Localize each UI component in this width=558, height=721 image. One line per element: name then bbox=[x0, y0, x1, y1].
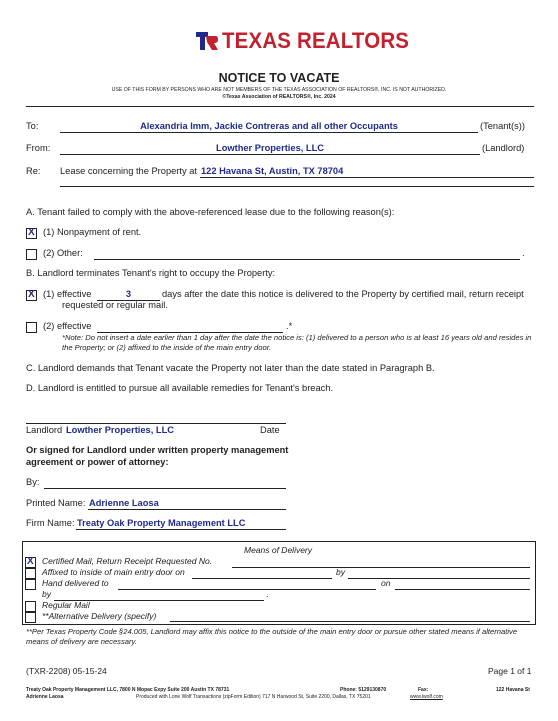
property-value: 122 Havana St, Austin, TX 78704 bbox=[201, 166, 344, 176]
by-field[interactable] bbox=[44, 477, 286, 489]
hand-delivered-checkbox[interactable] bbox=[25, 579, 36, 590]
footer-phone: Phone: 5129130870 bbox=[340, 687, 387, 693]
texas-realtors-logo-icon bbox=[196, 30, 218, 52]
certified-mail-label: Certified Mail, Return Receipt Requested No. bbox=[42, 556, 213, 566]
footer-fax: Fax: bbox=[418, 687, 429, 693]
brand-name: TEXAS REALTORS bbox=[222, 28, 410, 53]
other-reason-label: (2) Other: bbox=[43, 248, 83, 258]
footer-produced: Produced with Lone Wolf Transactions (zipForm Edition) 717 N Harwood St, Suite 2200, Dallas, TX 75201 bbox=[136, 694, 371, 700]
printed-name-label: Printed Name: bbox=[26, 498, 86, 508]
delivery-footnote: **Per Texas Property Code §24.005, Landlord may affix this notice to the outside of the main entry door or pursue other stated means if alternative means of delivery are necessary. bbox=[26, 627, 518, 646]
firm-name-label: Firm Name: bbox=[26, 518, 75, 528]
date-label: Date bbox=[260, 425, 280, 435]
hand-by-label: by bbox=[42, 589, 51, 599]
re-label: Re: bbox=[26, 166, 41, 176]
delivery-title: Means of Delivery bbox=[243, 545, 313, 555]
to-suffix: (Tenant(s)) bbox=[480, 121, 525, 131]
section-a-text: A. Tenant failed to comply with the above-referenced lease due to the following reason(s): bbox=[26, 207, 395, 217]
regular-mail-label: Regular Mail bbox=[42, 600, 90, 610]
from-value: Lowther Properties, LLC bbox=[216, 143, 324, 153]
header-divider bbox=[26, 106, 534, 107]
footer-site-link[interactable]: www.lwolf.com bbox=[410, 694, 443, 700]
hand-by-period: . bbox=[266, 589, 269, 599]
hand-on-label: on bbox=[381, 578, 391, 588]
page-number: Page 1 of 1 bbox=[488, 666, 532, 676]
re-text: Lease concerning the Property at bbox=[60, 166, 197, 176]
printed-name-value: Adrienne Laosa bbox=[89, 498, 159, 508]
footer-agent: Adrienne Laosa bbox=[26, 694, 64, 700]
to-label: To: bbox=[26, 121, 39, 131]
firm-name-value: Treaty Oak Property Management LLC bbox=[77, 518, 246, 528]
hand-delivered-label: Hand delivered to bbox=[42, 578, 109, 588]
effective-date-checkbox[interactable] bbox=[26, 322, 37, 333]
effective-date-field[interactable] bbox=[97, 321, 283, 333]
hand-on-field[interactable] bbox=[395, 578, 530, 590]
section-d-text: D. Landlord is entitled to pursue all available remedies for Tenant's breach. bbox=[26, 383, 334, 393]
effective-days-value: 3 bbox=[125, 289, 132, 299]
or-signed-text: Or signed for Landlord under written property management agreement or power of attorney: bbox=[26, 445, 289, 467]
alternative-delivery-field[interactable] bbox=[170, 611, 530, 622]
page-title: NOTICE TO VACATE bbox=[218, 71, 340, 85]
from-suffix: (Landlord) bbox=[482, 143, 525, 153]
affixed-label: Affixed to inside of main entry door on bbox=[42, 567, 185, 577]
effective-date-prefix: (2) effective bbox=[43, 321, 92, 331]
certified-mail-checkbox[interactable] bbox=[25, 557, 36, 568]
effective-days-prefix: (1) effective bbox=[43, 289, 92, 299]
affixed-checkbox[interactable] bbox=[25, 568, 36, 579]
alternative-delivery-checkbox[interactable] bbox=[25, 612, 36, 623]
other-reason-checkbox[interactable] bbox=[26, 249, 37, 260]
other-reason-period: . bbox=[522, 248, 525, 258]
to-value: Alexandria Imm, Jackie Contreras and all other Occupants bbox=[140, 121, 398, 131]
alternative-delivery-label: **Alternative Delivery (specify) bbox=[42, 611, 157, 621]
effective-days-suffix: days after the date this notice is delivered to the Property by certified mail, return receipt bbox=[162, 289, 524, 299]
effective-days-checkbox[interactable] bbox=[26, 290, 37, 301]
effective-date-star: .* bbox=[286, 321, 293, 331]
property-field-line2[interactable] bbox=[60, 177, 534, 187]
nonpayment-label: (1) Nonpayment of rent. bbox=[43, 227, 142, 237]
nonpayment-checkbox[interactable] bbox=[26, 228, 37, 239]
effective-date-note: *Note: Do not insert a date earlier than 1 day after the date the notice is: (1) delivered to a person who is at least 16 years old and resides in the Property; or (2) affixed to the inside of the main entry door. bbox=[62, 333, 532, 352]
other-reason-field[interactable] bbox=[94, 248, 520, 260]
landlord-label: Landlord bbox=[26, 425, 63, 435]
copyright: ©Texas Association of REALTORS®, Inc. 2024 bbox=[222, 94, 336, 100]
disclaimer: USE OF THIS FORM BY PERSONS WHO ARE NOT MEMBERS OF THE TEXAS ASSOCIATION OF REALTORS®, INC. IS NOT AUTHORIZED. bbox=[111, 87, 447, 93]
regular-mail-checkbox[interactable] bbox=[25, 601, 36, 612]
section-c-text: C. Landlord demands that Tenant vacate the Property not later than the date stated in Paragraph B. bbox=[26, 363, 435, 373]
by-label: By: bbox=[26, 477, 40, 487]
landlord-signature-field[interactable] bbox=[26, 409, 286, 424]
effective-days-suffix-2: requested or regular mail. bbox=[62, 300, 168, 310]
footer-company: Treaty Oak Property Management LLC, 7800 N Mopac Expy Suite 200 Austin TX 78731 bbox=[26, 687, 230, 693]
form-id: (TXR-2208) 05-15-24 bbox=[26, 666, 107, 676]
affixed-by-label: by bbox=[336, 567, 345, 577]
section-b-text: B. Landlord terminates Tenant's right to occupy the Property: bbox=[26, 268, 276, 278]
footer-property: 122 Havana St bbox=[496, 687, 530, 693]
from-label: From: bbox=[26, 143, 51, 153]
landlord-value: Lowther Properties, LLC bbox=[66, 425, 174, 435]
